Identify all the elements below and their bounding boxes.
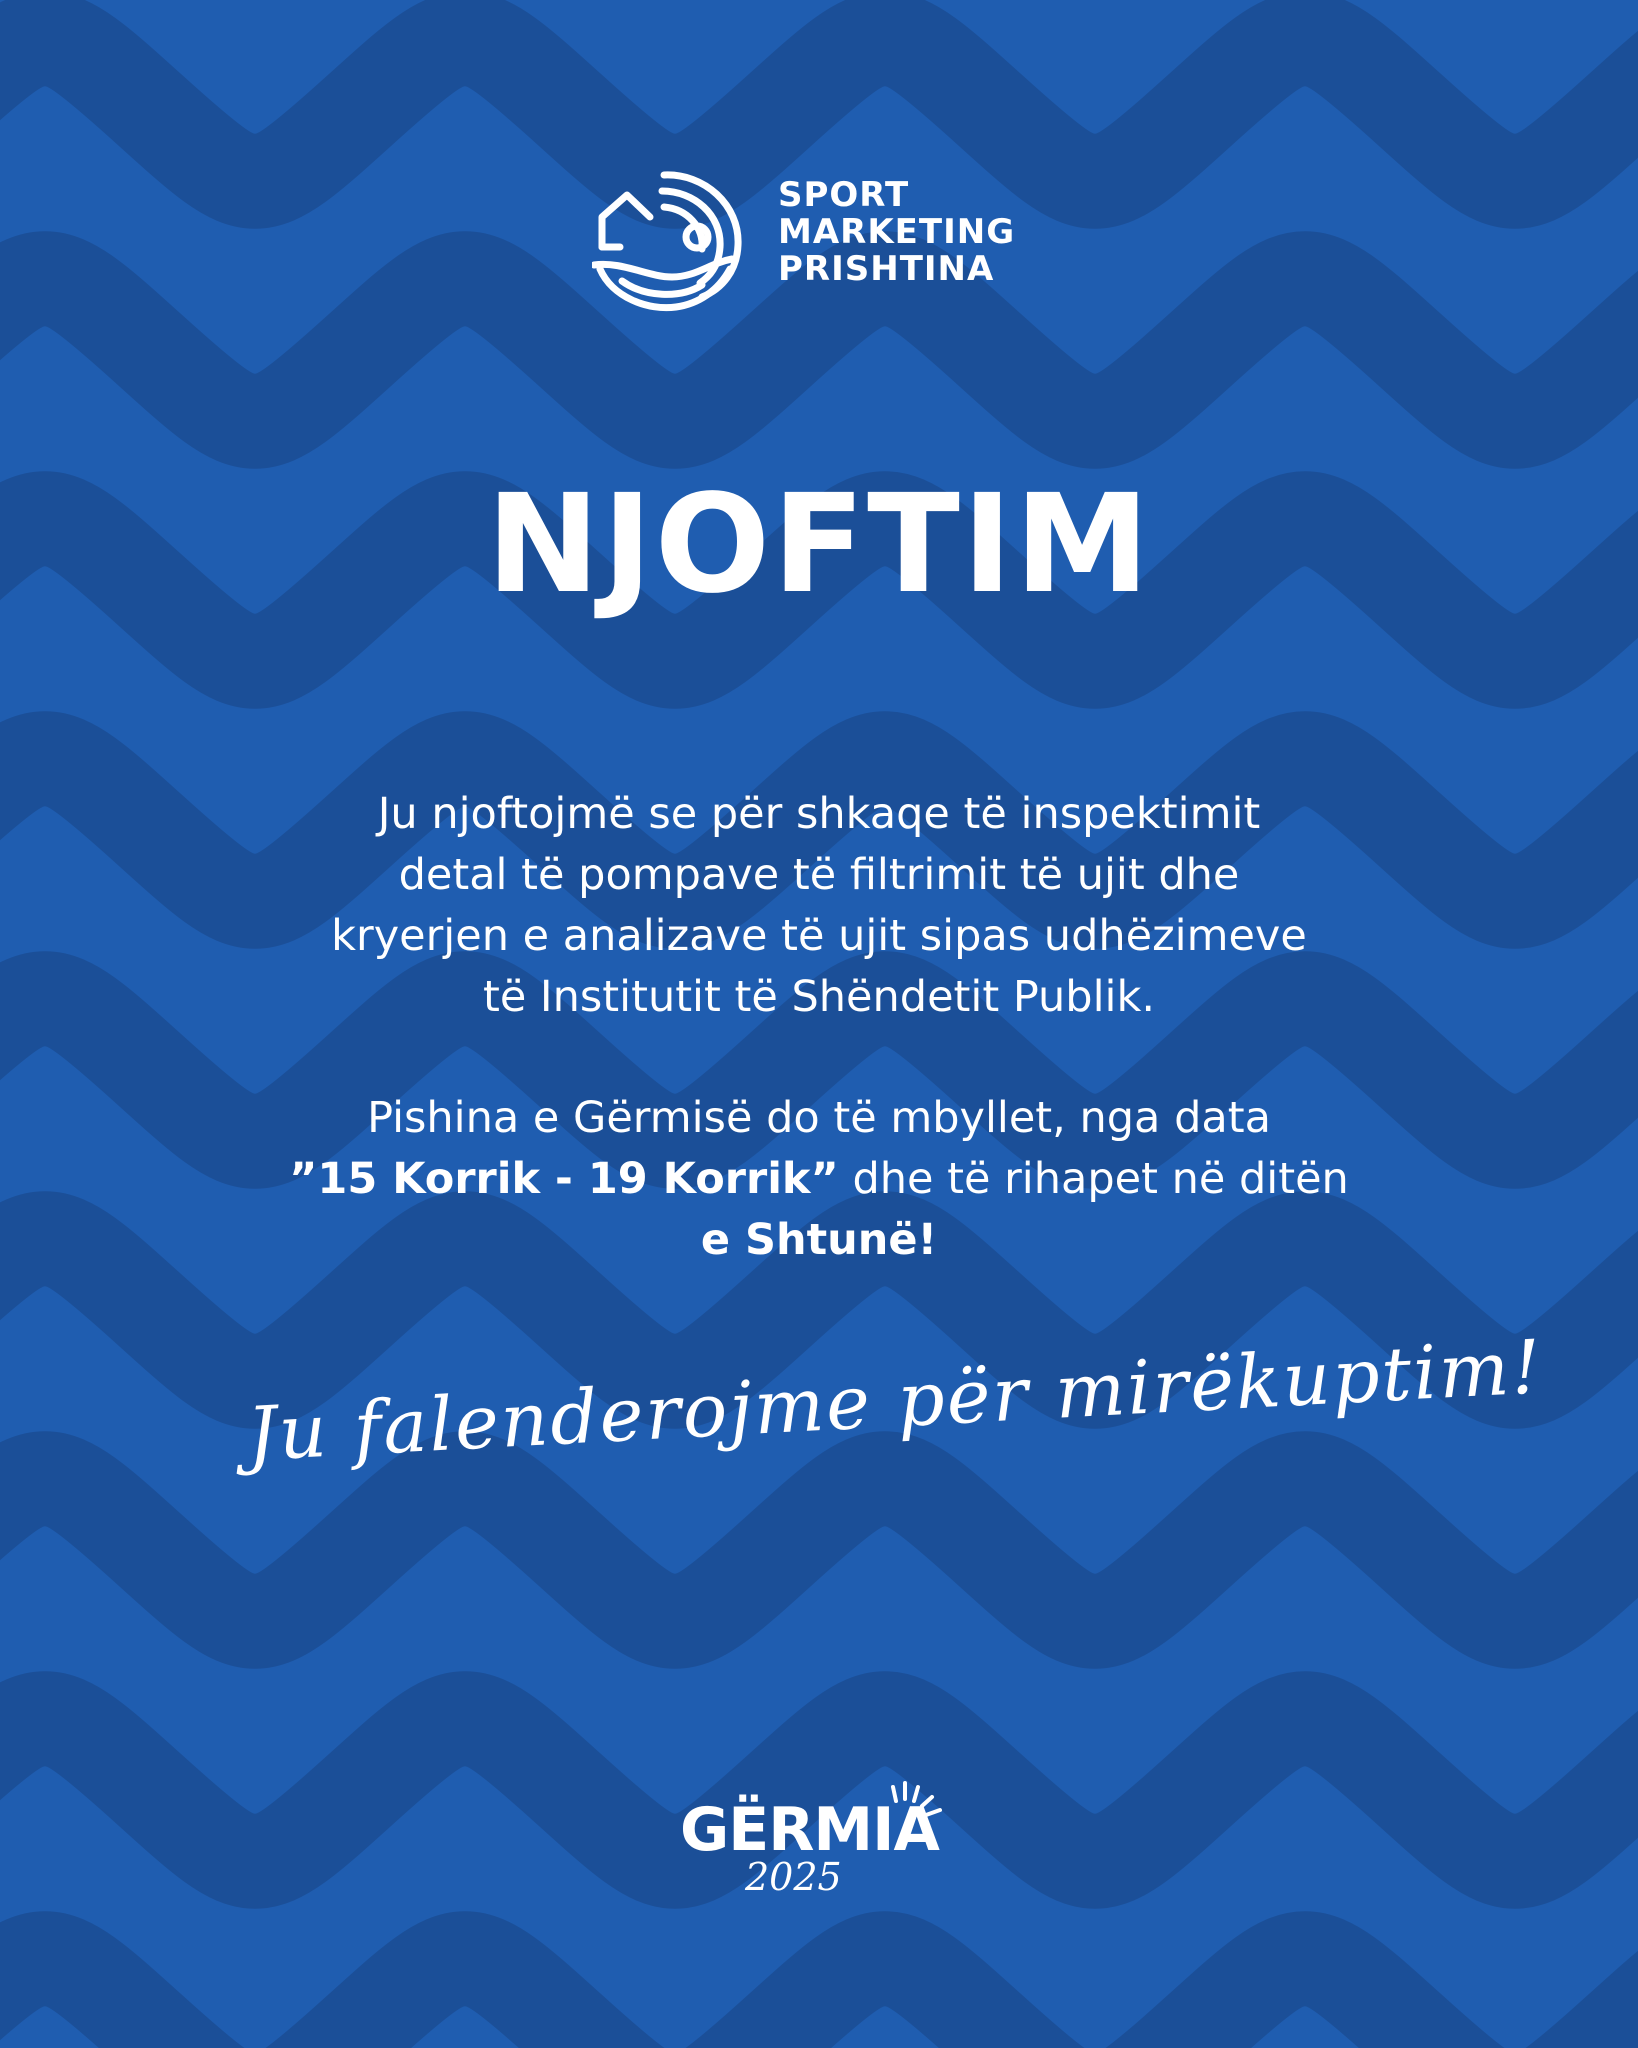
sport-marketing-prishtina-logo — [592, 165, 1062, 315]
notice-paragraph — [0, 784, 1638, 1028]
thank-you-signature — [230, 1324, 1545, 1540]
closure-dates: ”15 Korrik - 19 Korrik” — [289, 1154, 839, 1204]
event-name: GËRMIA — [680, 1795, 939, 1865]
page-title: NJOFTIM — [486, 466, 1152, 624]
notice-line-2: detal të pompave të filtrimit të ujit dhe — [398, 850, 1240, 900]
logo-line-prishtina: PRISHTINA — [778, 249, 995, 289]
logo-line-sport: SPORT — [778, 175, 910, 215]
thank-you-text: Ju falenderojme për mirëkuptim! — [244, 1324, 1545, 1479]
logo-text — [778, 177, 1015, 288]
notice-line-4: të Institutit të Shëndetit Publik. — [482, 972, 1156, 1022]
notice-line-3: kryerjen e analizave të ujit sipas udhëzimeve — [331, 911, 1307, 961]
germia-2025-logo — [670, 1775, 970, 1915]
logo-line-marketing: MARKETING — [778, 212, 1016, 252]
closure-line-2-rest: dhe të rihapet në ditën — [838, 1154, 1349, 1204]
closure-line-1: Pishina e Gërmisë do të mbyllet, nga data — [367, 1093, 1271, 1143]
wave-band — [0, 39, 1638, 182]
closure-paragraph — [0, 1088, 1638, 1271]
closure-line-2 — [0, 1149, 1638, 1210]
wave-band — [0, 1959, 1638, 2048]
reopen-day: e Shtunë! — [700, 1215, 938, 1265]
notice-line-1: Ju njoftojmë se për shkaqe të inspektimit — [377, 789, 1261, 839]
swimmer-house-icon — [592, 165, 752, 315]
event-year: 2025 — [745, 1855, 842, 1899]
